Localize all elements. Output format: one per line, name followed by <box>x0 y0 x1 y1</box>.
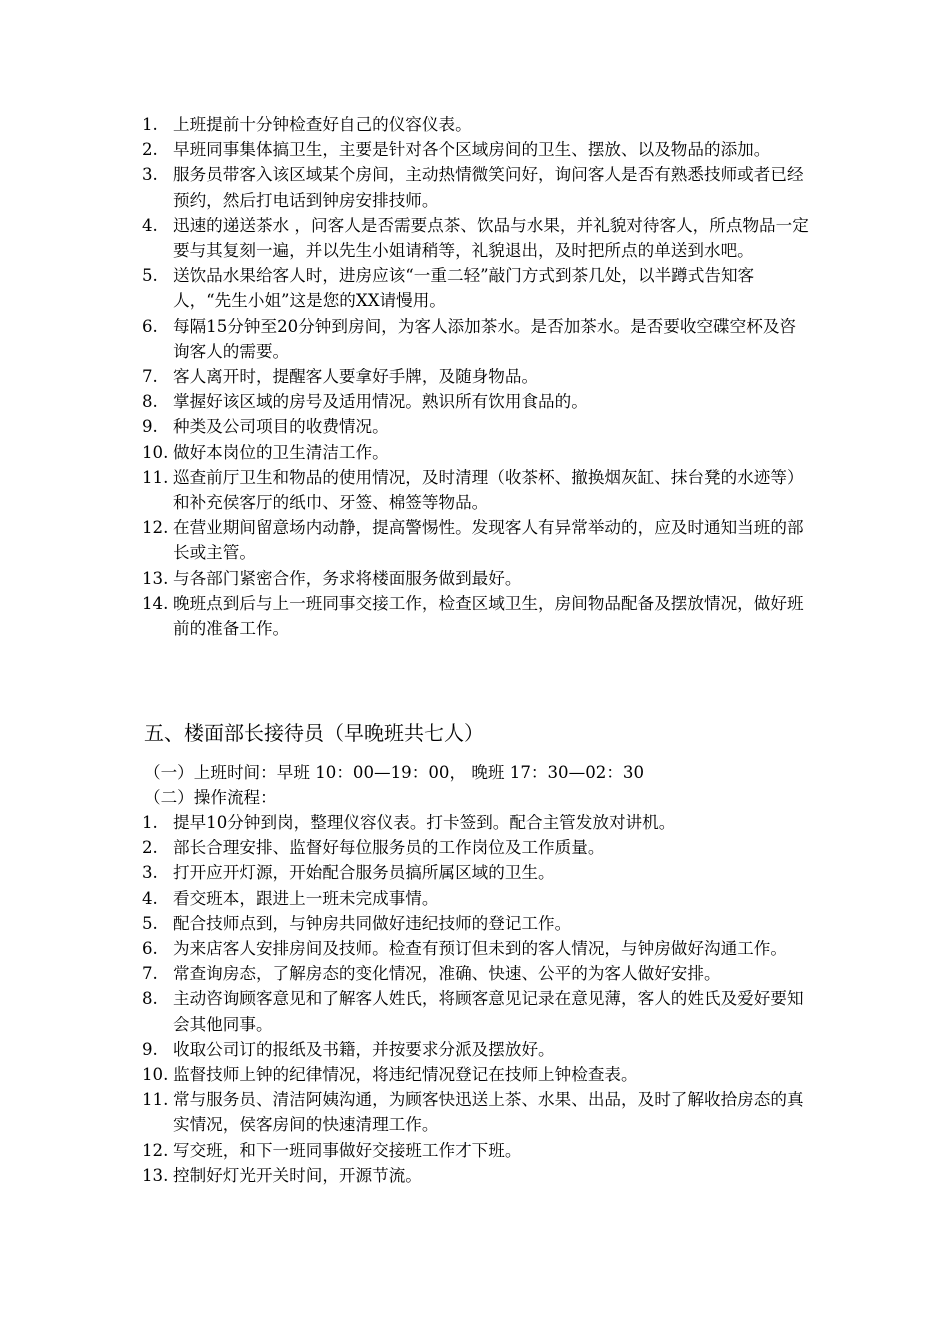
list-item <box>142 263 812 313</box>
item-text: 早班同事集体搞卫生，主要是针对各个区域房间的卫生、摆放、以及物品的添加。 <box>173 140 771 160</box>
list-item <box>142 515 812 565</box>
item-number: 12. <box>142 1140 169 1160</box>
item-text: 巡查前厅卫生和物品的使用情况，及时清理（收茶杯、撤换烟灰缸、抹台凳的水迹等）和补充侯客厅的纸巾、牙签、棉签等物品。 <box>173 467 804 513</box>
list-item <box>142 162 812 212</box>
item-text: 为来店客人安排房间及技师。检查有预订但未到的客人情况，与钟房做好沟通工作。 <box>173 939 787 959</box>
item-text: 在营业期间留意场内动静，提高警惕性。发现客人有异常举动的，应及时通知当班的部长或主管。 <box>173 518 804 563</box>
item-number: 9. <box>142 417 158 437</box>
item-number: 13. <box>142 568 169 588</box>
list-item <box>142 1037 812 1062</box>
list-item <box>142 1062 812 1087</box>
item-number: 9. <box>142 1039 158 1059</box>
item-number: 2. <box>142 140 158 160</box>
item-number: 8. <box>142 392 158 412</box>
item-text: 晚班点到后与上一班同事交接工作，检查区域卫生，房间物品配备及摆放情况，做好班前的准备工作。 <box>173 593 804 639</box>
list-item <box>142 886 812 911</box>
list-item <box>142 1087 812 1137</box>
item-number: 7. <box>142 367 158 387</box>
item-number: 5. <box>142 913 158 933</box>
item-number: 11. <box>142 467 169 487</box>
list-item <box>142 1163 812 1188</box>
list-item <box>142 440 812 465</box>
item-text: 常与服务员、清洁阿姨沟通，为顾客快迅送上茶、水果、出品，及时了解收拾房态的真实情况，侯客房间的快速清理工作。 <box>173 1090 804 1135</box>
section-heading: 五、楼面部长接待员（早晚班共七人） <box>144 721 484 745</box>
item-text: 服务员带客入该区域某个房间，主动热情微笑问好，询问客人是否有熟悉技师或者已经预约，然后打电话到钟房安排技师。 <box>173 165 804 210</box>
item-text: 迅速的递送茶水 ，问客人是否需要点茶、饮品与水果，并礼貌对待客人，所点物品一定要与其复刻一遍，并以先生小姐请稍等，礼貌退出，及时把所点的单送到水吧。 <box>173 215 809 261</box>
item-text: 部长合理安排、监督好每位服务员的工作岗位及工作质量。 <box>173 838 605 858</box>
list-item <box>142 961 812 986</box>
item-number: 3. <box>142 863 158 883</box>
item-number: 3. <box>142 165 158 185</box>
item-text: 种类及公司项目的收费情况。 <box>173 417 389 437</box>
item-number: 1. <box>142 813 158 832</box>
item-text: 收取公司订的报纸及书籍，并按要求分派及摆放好。 <box>173 1039 555 1059</box>
item-text: 客人离开时，提醒客人要拿好手牌，及随身物品。 <box>173 367 539 387</box>
item-text: 监督技师上钟的纪律情况，将违纪情况登记在技师上钟检查表。 <box>173 1065 638 1085</box>
list-item <box>142 810 812 835</box>
item-text: 送饮品水果给客人时，进房应该“一重二轻”敲门方式到茶几处，以半蹲式告知客人，“先生小姐”这是您的XX请慢用。 <box>173 266 755 311</box>
list-item <box>142 860 812 885</box>
list-item <box>142 986 812 1036</box>
item-number: 14. <box>142 593 169 613</box>
item-text: 控制好灯光开关时间，开源节流。 <box>173 1165 422 1185</box>
item-text: 提早10分钟到岗，整理仪容仪表。打卡签到。配合主管发放对讲机。 <box>173 813 676 832</box>
item-number: 12. <box>142 518 169 538</box>
item-text: 打开应开灯源，开始配合服务员搞所属区域的卫生。 <box>173 863 555 883</box>
list-item <box>142 911 812 936</box>
item-number: 7. <box>142 964 158 984</box>
item-text: 做好本岗位的卫生清洁工作。 <box>173 442 389 462</box>
item-text: 看交班本，跟进上一班未完成事情。 <box>173 888 439 908</box>
list-item <box>142 936 812 961</box>
item-number: 4. <box>142 215 158 235</box>
item-text: 上班提前十分钟检查好自己的仪容仪表。 <box>173 115 472 134</box>
list-item <box>142 137 812 162</box>
item-text: 写交班，和下一班同事做好交接班工作才下班。 <box>173 1140 522 1160</box>
item-number: 8. <box>142 989 158 1009</box>
item-number: 4. <box>142 888 158 908</box>
list-item <box>142 389 812 414</box>
item-number: 10. <box>142 442 169 462</box>
item-text: 主动咨询顾客意见和了解客人姓氏，将顾客意见记录在意见薄，客人的姓氏及爱好要知会其他同事。 <box>173 989 804 1034</box>
item-number: 2. <box>142 838 158 858</box>
work-hours-line: （一）上班时间：早班 10：00—19：00， 晚班 17：30—02：30 <box>144 763 645 782</box>
list-item <box>142 213 812 263</box>
item-number: 6. <box>142 316 158 336</box>
item-number: 13. <box>142 1165 169 1185</box>
item-text: 每隔15分钟至20分钟到房间，为客人添加茶水。是否加茶水。是否要收空碟空杯及咨询客人的需要。 <box>173 316 797 361</box>
duty-list-waiter <box>142 112 812 641</box>
list-item <box>142 112 812 137</box>
item-number: 11. <box>142 1090 169 1110</box>
list-item <box>142 465 812 515</box>
list-item <box>142 835 812 860</box>
list-item <box>142 591 812 641</box>
list-item <box>142 1138 812 1163</box>
list-item <box>142 364 812 389</box>
item-text: 掌握好该区域的房号及适用情况。熟识所有饮用食品的。 <box>173 392 588 412</box>
duty-list-floor-manager <box>142 810 812 1188</box>
item-number: 6. <box>142 939 158 959</box>
item-text: 常查询房态，了解房态的变化情况，准确、快速、公平的为客人做好安排。 <box>173 964 721 984</box>
item-number: 10. <box>142 1065 169 1085</box>
list-item <box>142 314 812 364</box>
item-number: 1. <box>142 115 158 134</box>
item-text: 与各部门紧密合作，务求将楼面服务做到最好。 <box>173 568 522 588</box>
list-item <box>142 566 812 591</box>
list-item <box>142 414 812 439</box>
item-text: 配合技师点到，与钟房共同做好违纪技师的登记工作。 <box>173 913 572 933</box>
item-number: 5. <box>142 266 158 286</box>
process-label: （二）操作流程： <box>144 788 277 807</box>
